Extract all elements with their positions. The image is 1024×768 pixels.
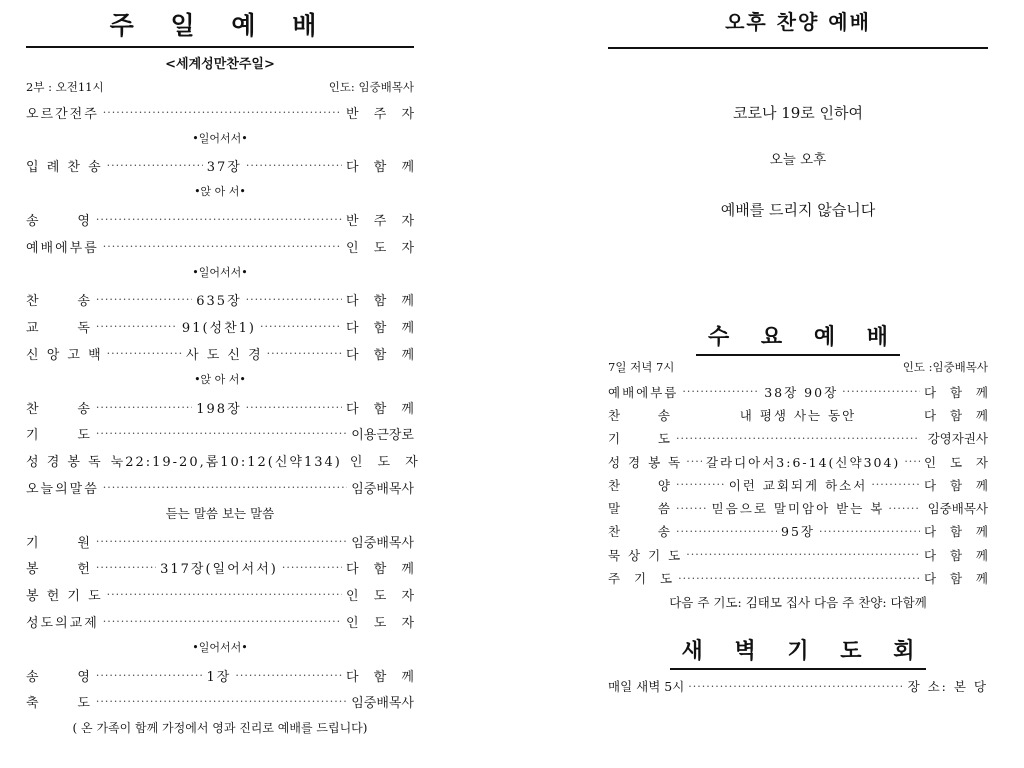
row-label: 찬 양 — [608, 477, 672, 493]
right-column — [608, 0, 988, 698]
order-row — [608, 403, 988, 426]
row-label: 송 영 — [26, 669, 92, 685]
row-label: 주 기 도 — [608, 571, 675, 587]
row-label: 봉 헌 기 도 — [26, 589, 103, 605]
order-row — [608, 566, 988, 589]
order-row — [26, 581, 414, 608]
row-right: 다 함 께 — [345, 401, 414, 417]
leader-dots — [96, 320, 178, 333]
leader-dots — [96, 561, 156, 574]
leader-dots — [686, 455, 702, 468]
posture-note: •앉 아 서• — [194, 372, 246, 386]
leader-dots — [688, 680, 903, 693]
row-right: 이용근장로 — [351, 428, 414, 444]
leader-dots — [282, 561, 342, 574]
row-label: 말 씀 — [608, 501, 672, 517]
row-right: 임중배목사 — [351, 482, 414, 498]
order-row — [608, 520, 988, 543]
service-leader: 인도: 임중배목사 — [328, 80, 414, 94]
order-row — [608, 496, 988, 519]
leader-dots — [904, 455, 920, 468]
row-middle: 317장(일어서서) — [160, 562, 278, 578]
order-row — [26, 153, 414, 180]
row-label: 교 독 — [26, 321, 92, 337]
row-label: 찬 송 — [26, 401, 92, 417]
sunday-service-title: 주 일 예 배 — [26, 0, 414, 48]
row-right: 인 도 자 — [346, 240, 414, 256]
row-right: 임중배목사 — [351, 535, 414, 551]
row-right: 다 함 께 — [345, 562, 414, 578]
row-right: 다 함 께 — [345, 669, 414, 685]
row-middle: 38장 90장 — [764, 384, 839, 400]
sunday-service-subtitle: <세계성만찬주일> — [165, 57, 275, 72]
row-label: 찬 송 — [608, 524, 672, 540]
afternoon-notice-line: 오늘 오후 — [769, 152, 827, 168]
row-right: 다 함 께 — [346, 160, 414, 176]
leader-dots — [267, 347, 342, 360]
row-right: 인 도 자 — [349, 455, 418, 471]
order-row — [26, 206, 414, 233]
row-right: 인 도 자 — [346, 589, 414, 605]
row-label: 매일 새벽 5시 — [608, 679, 685, 695]
row-label: 성 경 봉 독 — [608, 454, 683, 470]
leader-dots — [676, 432, 920, 445]
leader-dots — [103, 106, 342, 119]
wednesday-service-meta — [608, 354, 988, 380]
leader-dots — [246, 293, 342, 306]
dawn-prayer-title — [608, 634, 988, 668]
row-right: 다 함 께 — [345, 294, 414, 310]
row-middle: 내 평생 사는 동안 — [739, 407, 857, 423]
row-label: 찬 송 — [26, 294, 92, 310]
row-right: 장 소: 본 당 — [907, 679, 988, 695]
row-label: 묵 상 기 도 — [608, 547, 683, 563]
leader-dots — [676, 502, 708, 515]
order-row — [26, 340, 414, 367]
row-label: 기 도 — [26, 428, 92, 444]
row-label: 찬 송 — [608, 407, 672, 423]
order-row — [26, 447, 418, 474]
posture-note: •일어서서• — [192, 131, 248, 145]
row-right: 인 도 자 — [924, 454, 988, 470]
posture-note: •일어서서• — [192, 640, 248, 654]
row-right: 반 주 자 — [346, 106, 414, 122]
sunday-order-of-worship — [26, 99, 418, 715]
row-middle: 37장 — [206, 160, 242, 176]
order-row — [26, 662, 414, 689]
sunday-service-column — [26, 0, 418, 741]
leader-dots — [96, 427, 347, 440]
order-row — [26, 394, 414, 421]
afternoon-notice-line: 코로나 19로 인하여 — [732, 104, 864, 122]
row-middle: 1장 — [206, 669, 232, 685]
posture-note: •앉 아 서• — [194, 185, 246, 199]
order-row — [608, 473, 988, 496]
leader-dots — [246, 401, 342, 414]
leader-dots — [96, 401, 192, 414]
service-time: 2부 : 오전11시 — [26, 80, 104, 94]
wednesday-service-title — [608, 320, 988, 354]
row-label: 기 원 — [26, 535, 92, 551]
order-row — [26, 474, 414, 501]
leader-dots — [96, 695, 347, 708]
leader-dots — [96, 669, 203, 682]
row-right: 다 함 께 — [924, 407, 988, 423]
row-label: 봉 헌 — [26, 562, 92, 578]
leader-dots — [676, 478, 725, 491]
leader-dots — [96, 213, 342, 226]
leader-dots — [260, 320, 342, 333]
row-right: 다 함 께 — [923, 524, 988, 540]
row-right: 다 함 께 — [346, 348, 414, 364]
posture-note: •일어서서• — [192, 265, 248, 279]
row-middle: 91(성찬1) — [181, 321, 256, 337]
row-middle: 이런 교회되게 하소서 — [728, 477, 868, 493]
leader-dots — [107, 347, 182, 360]
leader-dots — [246, 159, 342, 172]
row-label: 축 도 — [26, 696, 92, 712]
order-row — [26, 313, 414, 340]
leader-dots — [842, 385, 920, 398]
sunday-service-meta — [26, 75, 414, 99]
order-row — [26, 689, 414, 716]
afternoon-service-title: 오후 찬양 예배 — [608, 0, 988, 49]
leader-dots — [871, 478, 920, 491]
row-label: 오늘의말씀 — [26, 482, 99, 498]
order-row — [608, 543, 988, 566]
row-right: 반 주 자 — [346, 214, 414, 230]
row-label: 성도의교제 — [26, 616, 99, 632]
row-label: 신 앙 고 백 — [26, 348, 103, 364]
row-middle: 사 도 신 경 — [186, 348, 263, 364]
order-row — [26, 233, 414, 260]
row-middle: 갈라디아서3:6-14(신약304) — [705, 454, 901, 470]
leader-dots — [686, 548, 920, 561]
wednesday-time: 7일 저녁 7시 — [608, 360, 675, 374]
row-right: 임중배목사 — [927, 501, 988, 517]
afternoon-notice-line: 예배를 드리지 않습니다 — [720, 201, 876, 219]
order-row — [608, 450, 988, 473]
row-right: 다 함 께 — [924, 571, 988, 587]
order-row — [26, 421, 414, 448]
dawn-title-text: 새 벽 기 도 회 — [670, 634, 927, 670]
row-right: 다 함 께 — [924, 547, 988, 563]
row-right: 강영자권사 — [927, 431, 988, 447]
row-label: 입 례 찬 송 — [26, 160, 103, 176]
row-label: 예배에부름 — [608, 384, 679, 400]
order-row — [26, 287, 414, 314]
leader-dots — [676, 525, 777, 538]
leader-dots — [678, 572, 920, 585]
leader-dots — [96, 293, 192, 306]
order-row — [26, 99, 414, 126]
row-right: 인 도 자 — [346, 616, 414, 632]
dawn-prayer-row — [608, 674, 988, 697]
order-row — [26, 555, 414, 582]
wednesday-title-text: 수 요 예 배 — [696, 320, 900, 356]
leader-dots — [103, 481, 347, 494]
row-label: 기 도 — [608, 431, 672, 447]
leader-dots — [819, 525, 920, 538]
sunday-footer-note: ( 온 가족이 함께 가정에서 영과 진리로 예배를 드립니다) — [72, 721, 368, 736]
row-right: 다 함 께 — [923, 384, 988, 400]
leader-dots — [235, 669, 342, 682]
row-label: 예배에부름 — [26, 240, 99, 256]
order-row — [608, 427, 988, 450]
row-middle: 95장 — [781, 524, 815, 540]
row-middle: 635장 — [196, 294, 242, 310]
sermon-title: 듣는 말씀 보는 말씀 — [165, 505, 275, 521]
leader-dots — [107, 159, 203, 172]
row-right: 임중배목사 — [351, 696, 414, 712]
leader-dots — [888, 502, 920, 515]
row-right: 다 함 께 — [346, 321, 414, 337]
row-label: 오르간전주 — [26, 106, 99, 122]
wednesday-next-week-note: 다음 주 기도: 김태모 집사 다음 주 찬양: 다함께 — [669, 594, 927, 610]
row-right: 다 함 께 — [924, 477, 988, 493]
leader-dots — [107, 588, 342, 601]
order-row — [26, 528, 414, 555]
leader-dots — [682, 385, 760, 398]
row-label: 성 경 봉 독 — [26, 455, 103, 471]
leader-dots — [103, 240, 342, 253]
row-middle: 눅22:19-20,롬10:12(신약134) — [110, 455, 342, 471]
row-label: 송 영 — [26, 214, 92, 230]
row-middle: 믿음으로 말미암아 받는 복 — [711, 501, 885, 517]
order-row — [26, 608, 414, 635]
wednesday-order-of-worship — [608, 380, 988, 590]
row-middle: 198장 — [196, 401, 242, 417]
order-row — [608, 380, 988, 403]
leader-dots — [103, 615, 342, 628]
wednesday-leader: 인도 :임중배목사 — [902, 360, 988, 374]
leader-dots — [96, 535, 347, 548]
